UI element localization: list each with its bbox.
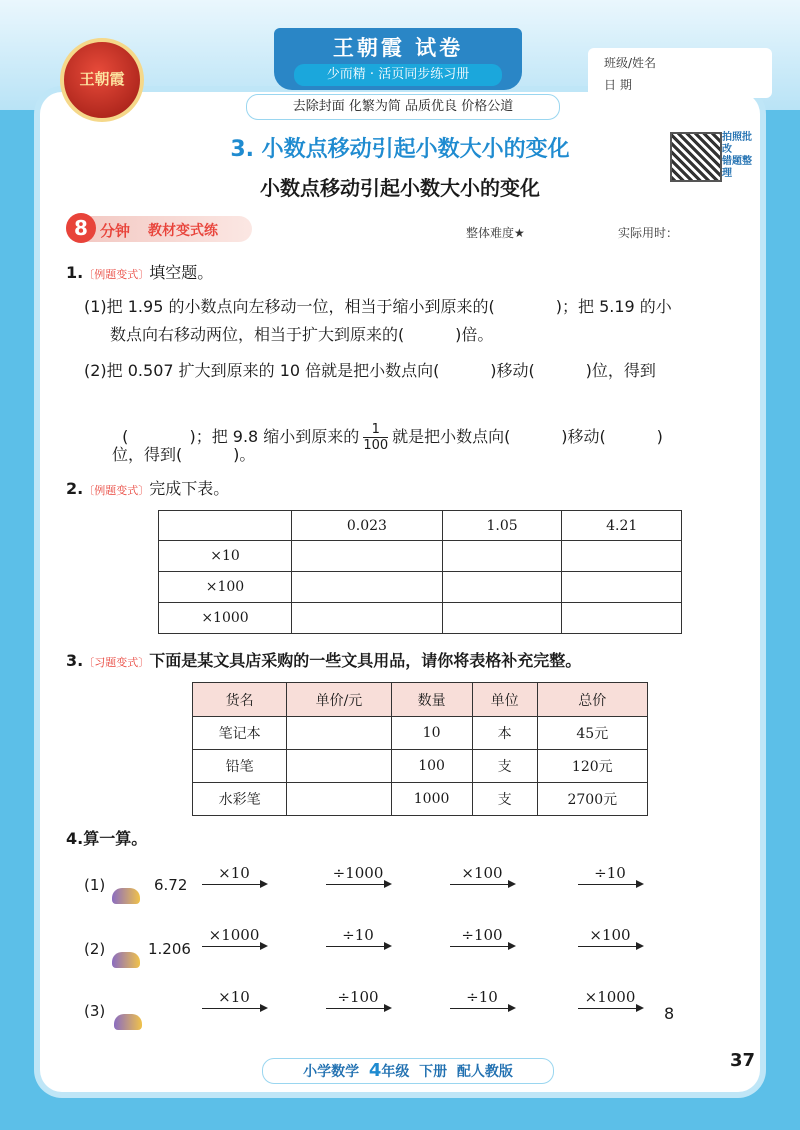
q2-prompt: 完成下表。: [149, 479, 230, 498]
footer-volume: 下册: [419, 1064, 448, 1080]
q2-number: 2.: [66, 479, 84, 498]
table-cell: 支: [472, 783, 537, 816]
calc-label: (2): [84, 940, 106, 958]
arrow-icon: [450, 1008, 514, 1009]
table-cell: 支: [472, 750, 537, 783]
brand-logo: [60, 38, 144, 122]
q3-heading: [66, 650, 581, 674]
op-arrow: [202, 926, 266, 947]
arrow-icon: [202, 946, 266, 947]
op-label: ×100: [461, 864, 503, 882]
answer-cell[interactable]: [442, 541, 562, 572]
name-date-box: [588, 48, 772, 98]
op-label: ×10: [218, 864, 250, 882]
fraction: [363, 422, 388, 453]
logo-text: 王朝霞: [79, 70, 125, 88]
op-arrow: [578, 926, 642, 947]
q3-prompt: 下面是某文具店采购的一些文具用品，请你将表格补充完整。: [149, 651, 582, 670]
arrow-icon: [578, 884, 642, 885]
section-title: 3. 小数点移动引起小数大小的变化: [230, 137, 570, 162]
qr-note-line-1: 拍照批改: [722, 132, 752, 155]
time-used: 实际用时：: [618, 226, 679, 240]
arrow-icon: [326, 884, 390, 885]
minutes-unit: 分钟: [100, 222, 131, 240]
footer-grade-unit: 年级: [381, 1064, 410, 1080]
q3-table: [192, 682, 648, 816]
table-header-cell: 货名: [193, 683, 287, 717]
qr-note-line-2: 错题整理: [722, 156, 752, 179]
difficulty: 整体难度★: [466, 226, 525, 240]
brand-subtitle: 少而精 · 活页同步练习册: [294, 64, 502, 86]
table-cell: 笔记本: [193, 717, 287, 750]
op-arrow: [202, 864, 266, 885]
table-cell: 本: [472, 717, 537, 750]
calc-start: 1.206: [148, 940, 191, 958]
table-cell: 铅笔: [193, 750, 287, 783]
q1-heading: [66, 262, 213, 286]
table-header-cell: 单位: [472, 683, 537, 717]
brand-title: 王朝霞 试卷: [332, 35, 464, 60]
table-header-cell: 数量: [391, 683, 472, 717]
arrow-icon: [450, 884, 514, 885]
footer-subject: 小学数学: [303, 1064, 360, 1080]
q1-line-3: (2)把 0.507 扩大到原来的 10 倍就是把小数点向( )移动( )位，得到: [84, 361, 656, 380]
calc-start: 6.72: [154, 876, 188, 894]
table-cell: 45元: [537, 717, 647, 750]
table-cell: ×100: [159, 572, 292, 603]
answer-cell[interactable]: [562, 572, 682, 603]
table-cell: ×1000: [159, 603, 292, 634]
table-header-row: [159, 511, 682, 541]
arrow-icon: [326, 946, 390, 947]
op-label: ×100: [589, 926, 631, 944]
q2-table: [158, 510, 682, 634]
answer-cell[interactable]: [292, 603, 443, 634]
practice-label: 教材变式练: [148, 223, 218, 239]
op-label: ÷10: [466, 988, 498, 1006]
q1-line-1: (1)把 1.95 的小数点向左移动一位，相当于缩小到原来的( )；把 5.19 的小: [84, 297, 672, 316]
class-name-label: 班级/姓名: [604, 56, 657, 70]
table-cell: 1000: [391, 783, 472, 816]
op-label: ÷10: [342, 926, 374, 944]
op-label: ×10: [218, 988, 250, 1006]
op-arrow: [202, 988, 266, 1009]
table-cell: 100: [391, 750, 472, 783]
arrow-icon: [450, 946, 514, 947]
arrow-icon: [326, 1008, 390, 1009]
answer-cell[interactable]: [292, 541, 443, 572]
table-header-cell: 单价/元: [287, 683, 391, 717]
answer-cell[interactable]: [287, 750, 391, 783]
q2-heading: [66, 478, 229, 502]
header-banner: [274, 28, 522, 90]
date-label: 日 期: [604, 78, 632, 92]
footer-edition: 配人教版: [456, 1064, 513, 1080]
minutes-number: 8: [66, 213, 96, 243]
slogan: 去除封面 化繁为简 品质优良 价格公道: [246, 94, 560, 120]
table-cell: 120元: [537, 750, 647, 783]
answer-cell[interactable]: [287, 717, 391, 750]
op-arrow: [450, 988, 514, 1009]
table-row: [193, 783, 648, 816]
q1-number: 1.: [66, 263, 84, 282]
footer-bar: [262, 1058, 554, 1084]
q1-prompt: 填空题。: [149, 263, 214, 282]
table-row: [159, 541, 682, 572]
snail-icon: [112, 888, 140, 904]
q2-tag: 〔例题变式〕: [83, 484, 150, 497]
q4-prompt: 算一算。: [83, 829, 148, 848]
q1-line-4b: 就是把小数点向( )移动( ): [392, 427, 663, 446]
lesson-title: 小数点移动引起小数大小的变化: [260, 176, 540, 200]
table-header-cell: 总价: [537, 683, 647, 717]
op-arrow: [450, 864, 514, 885]
calc-end: 8: [664, 1004, 675, 1023]
arrow-icon: [578, 946, 642, 947]
arrow-icon: [202, 884, 266, 885]
table-cell: 0.023: [292, 511, 443, 541]
q1-line-4a: ( )；把 9.8 缩小到原来的: [122, 427, 360, 446]
table-row: [193, 717, 648, 750]
calc-label: (3): [84, 1002, 106, 1020]
fraction-denominator: 100: [363, 438, 389, 453]
table-cell: 10: [391, 717, 472, 750]
arrow-icon: [202, 1008, 266, 1009]
q3-number: 3.: [66, 651, 84, 670]
q1-tag: 〔例题变式〕: [83, 268, 150, 281]
q1-line-5: 位，得到( )。: [112, 445, 256, 464]
table-row: [159, 572, 682, 603]
table-cell: 1.05: [442, 511, 562, 541]
table-cell: ×10: [159, 541, 292, 572]
op-label: ÷100: [461, 926, 503, 944]
practice-badge: [66, 216, 252, 242]
op-arrow: [578, 864, 642, 885]
op-label: ÷1000: [332, 864, 384, 882]
snail-icon: [112, 952, 140, 968]
arrow-icon: [578, 1008, 642, 1009]
q4-number: 4.: [66, 829, 84, 848]
answer-cell[interactable]: [562, 603, 682, 634]
page-number: 37: [730, 1050, 756, 1071]
answer-cell[interactable]: [442, 572, 562, 603]
answer-cell[interactable]: [287, 783, 391, 816]
answer-cell[interactable]: [292, 572, 443, 603]
table-row: [159, 603, 682, 634]
table-header-row: [193, 683, 648, 717]
op-label: ÷10: [594, 864, 626, 882]
table-cell: [159, 511, 292, 541]
op-arrow: [578, 988, 642, 1009]
footer-grade: 4: [368, 1060, 382, 1081]
op-arrow: [326, 988, 390, 1009]
op-label: ×1000: [584, 988, 636, 1006]
snail-icon: [114, 1014, 142, 1030]
fraction-numerator: 1: [363, 422, 388, 438]
op-arrow: [326, 926, 390, 947]
q1-line-2: 数点向右移动两位，相当于扩大到原来的( )倍。: [110, 325, 494, 344]
op-label: ÷100: [337, 988, 379, 1006]
q4-heading: [66, 828, 147, 850]
q3-tag: 〔习题变式〕: [83, 656, 150, 669]
op-arrow: [326, 864, 390, 885]
answer-cell[interactable]: [562, 541, 682, 572]
op-label: ×1000: [208, 926, 260, 944]
table-row: [193, 750, 648, 783]
table-cell: 水彩笔: [193, 783, 287, 816]
table-cell: 4.21: [562, 511, 682, 541]
op-arrow: [450, 926, 514, 947]
answer-cell[interactable]: [442, 603, 562, 634]
calc-label: (1): [84, 876, 106, 894]
table-cell: 2700元: [537, 783, 647, 816]
